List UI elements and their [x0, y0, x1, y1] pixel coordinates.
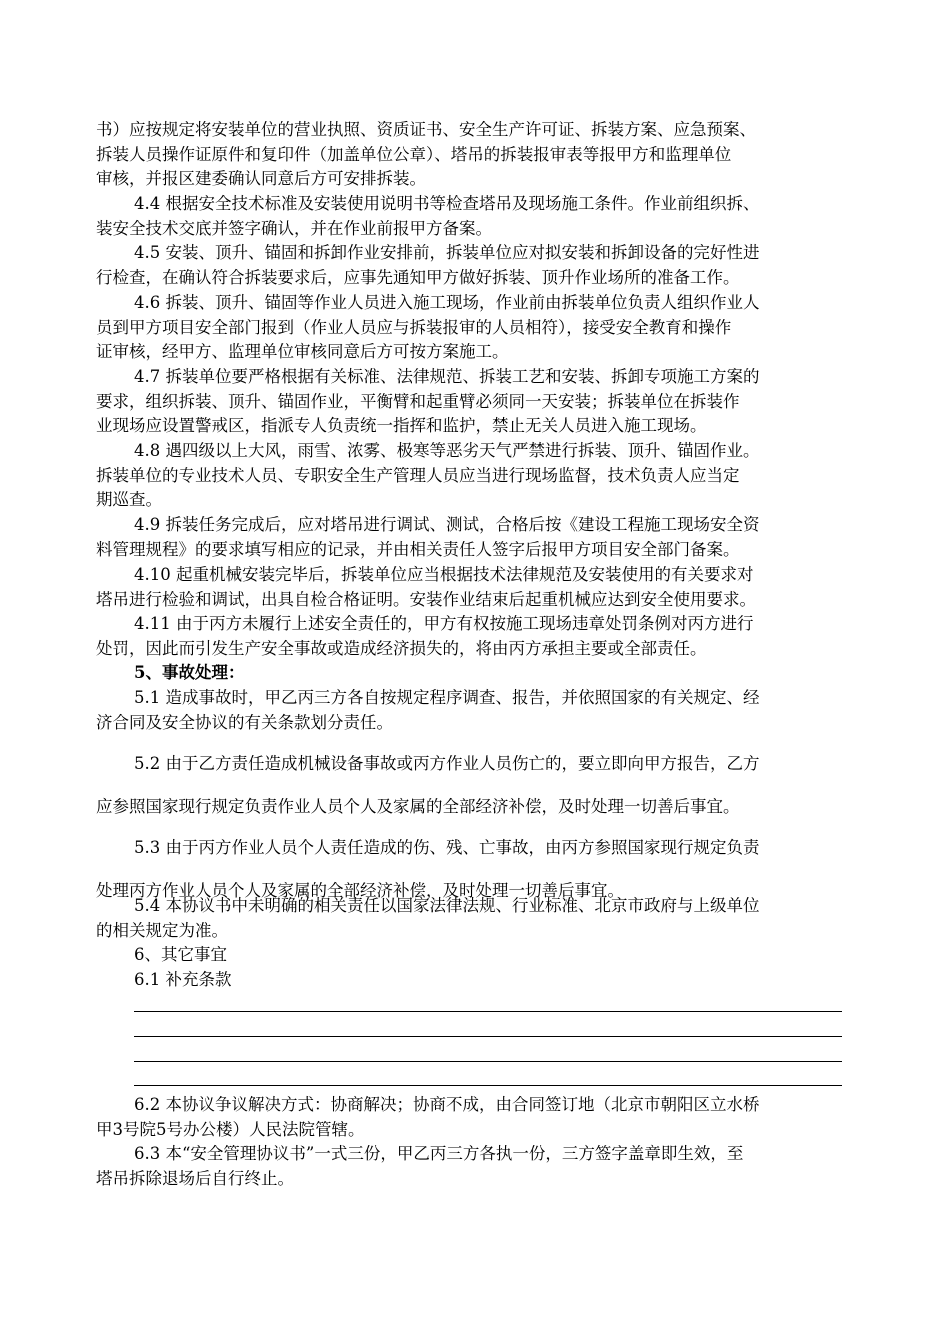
text-line: 料管理规程》的要求填写相应的记录，并由相关责任人签字后报甲方项目安全部门备案。: [96, 539, 740, 559]
clause-4-5: [96, 241, 858, 290]
text-line: 4.9 拆装任务完成后，应对塔吊进行调试、测试，合格后按《建设工程施工现场安全资: [134, 515, 760, 534]
blank-fill-line: [134, 1085, 842, 1086]
clause-5-2: [96, 742, 858, 828]
text-line: 行检查，在确认符合拆装要求后，应事先通知甲方做好拆装、顶升作业场所的准备工作。: [96, 267, 740, 287]
clause-4-6: [96, 291, 858, 365]
clause-5-1: [96, 686, 858, 735]
text-line: 证审核，经甲方、监理单位审核同意后方可按方案施工。: [96, 342, 509, 361]
text-line: 4.5 安装、顶升、锚固和拆卸作业安排前，拆装单位应对拟安装和拆卸设备的完好性进: [134, 243, 760, 262]
text-line: 济合同及安全协议的有关条款划分责任。: [96, 712, 393, 732]
text-line: 5.2 由于乙方责任造成机械设备事故或丙方作业人员伤亡的，要立即向甲方报告，乙方: [134, 754, 760, 773]
text-line: 要求，组织拆装、顶升、锚固作业，平衡臂和起重臂必须同一天安装；拆装单位在拆装作: [96, 391, 740, 411]
text-line: 4.7 拆装单位要严格根据有关标准、法律规范、拆装工艺和安装、拆卸专项施工方案的: [134, 367, 760, 386]
text-line: 审核，并报区建委确认同意后方可安排拆装。: [96, 169, 426, 188]
clause-4-7: [96, 365, 858, 439]
section-heading: 5、事故处理：: [134, 663, 245, 682]
text-line: 4.6 拆装、顶升、锚固等作业人员进入施工现场，作业前由拆装单位负责人组织作业人: [134, 293, 760, 312]
text-line: 应参照国家现行规定负责作业人员个人及家属的全部经济补偿，及时处理一切善后事宜。: [96, 797, 740, 816]
text-line: 期巡查。: [96, 490, 162, 509]
section-6-heading: [96, 943, 858, 968]
text-line: 5.3 由于丙方作业人员个人责任造成的伤、残、亡事故，由丙方参照国家现行规定负责: [134, 838, 760, 857]
text-line: 6.3 本“安全管理协议书”一式三份，甲乙丙三方各执一份，三方签字盖章即生效，至: [134, 1144, 744, 1163]
blank-fill-line: [134, 1036, 842, 1037]
text-line: 拆装单位的专业技术人员、专职安全生产管理人员应当进行现场监督，技术负责人应当定: [96, 465, 740, 485]
text-line: 塔吊拆除退场后自行终止。: [96, 1168, 294, 1188]
text-line: 装安全技术交底并签字确认，并在作业前报甲方备案。: [96, 218, 492, 238]
clause-6-2: [96, 1093, 858, 1142]
text-line: 业现场应设置警戒区，指派专人负责统一指挥和监护，禁止无关人员进入施工现场。: [96, 416, 707, 435]
text-line: 5.4 本协议书中未明确的相关责任以国家法律法规、行业标准、北京市政府与上级单位: [134, 896, 760, 915]
text-line: 6.2 本协议争议解决方式：协商解决；协商不成，由合同签订地（北京市朝阳区立水桥: [134, 1095, 760, 1114]
paragraph-continuation: [96, 118, 858, 192]
text-line: 甲3号院5号办公楼）人民法院管辖。: [96, 1119, 365, 1139]
text-line: 拆装人员操作证原件和复印件（加盖单位公章）、塔吊的拆装报审表等报甲方和监理单位: [96, 144, 732, 164]
section-heading: 6、其它事宜: [134, 945, 227, 964]
clause-4-9: [96, 513, 858, 562]
clause-5-4: [96, 894, 858, 943]
text-line: 的相关规定为准。: [96, 920, 228, 940]
blank-fill-line: [134, 1061, 842, 1062]
blank-fill-line: [134, 1011, 842, 1012]
clause-4-11: [96, 612, 858, 661]
text-line: 5.1 造成事故时，甲乙丙三方各自按规定程序调查、报告，并依照国家的有关规定、经: [134, 688, 760, 707]
clause-4-4: [96, 192, 858, 241]
text-line: 4.11 由于丙方未履行上述安全责任的，甲方有权按施工现场违章处罚条例对丙方进行: [134, 614, 754, 633]
text-line: 4.4 根据安全技术标准及安装使用说明书等检查塔吊及现场施工条件。作业前组织拆、: [134, 194, 760, 213]
section-5-heading: [96, 661, 858, 686]
text-line: 4.10 起重机械安装完毕后，拆装单位应当根据技术法律规范及安装使用的有关要求对: [134, 565, 754, 584]
text-line: 员到甲方项目安全部门报到（作业人员应与拆装报审的人员相符），接受安全教育和操作: [96, 317, 732, 337]
clause-6-3: [96, 1142, 858, 1191]
text-line: 书）应按规定将安装单位的营业执照、资质证书、安全生产许可证、拆装方案、应急预案、: [96, 120, 756, 139]
text-line: 处罚，因此而引发生产安全事故或造成经济损失的，将由丙方承担主要或全部责任。: [96, 638, 707, 658]
text-line: 塔吊进行检验和调试，出具自检合格证明。安装作业结束后起重机械应达到安全使用要求。: [96, 589, 756, 609]
clause-4-10: [96, 563, 858, 612]
clause-6-1: [96, 968, 858, 993]
subsection-heading: 6.1 补充条款: [134, 970, 232, 989]
text-line: 处理丙方作业人员个人及家属的全部经济补偿，及时处理一切善后事宜。: [96, 881, 624, 900]
clause-4-8: [96, 439, 858, 513]
text-line: 4.8 遇四级以上大风，雨雪、浓雾、极寒等恶劣天气严禁进行拆装、顶升、锚固作业。: [134, 441, 760, 460]
